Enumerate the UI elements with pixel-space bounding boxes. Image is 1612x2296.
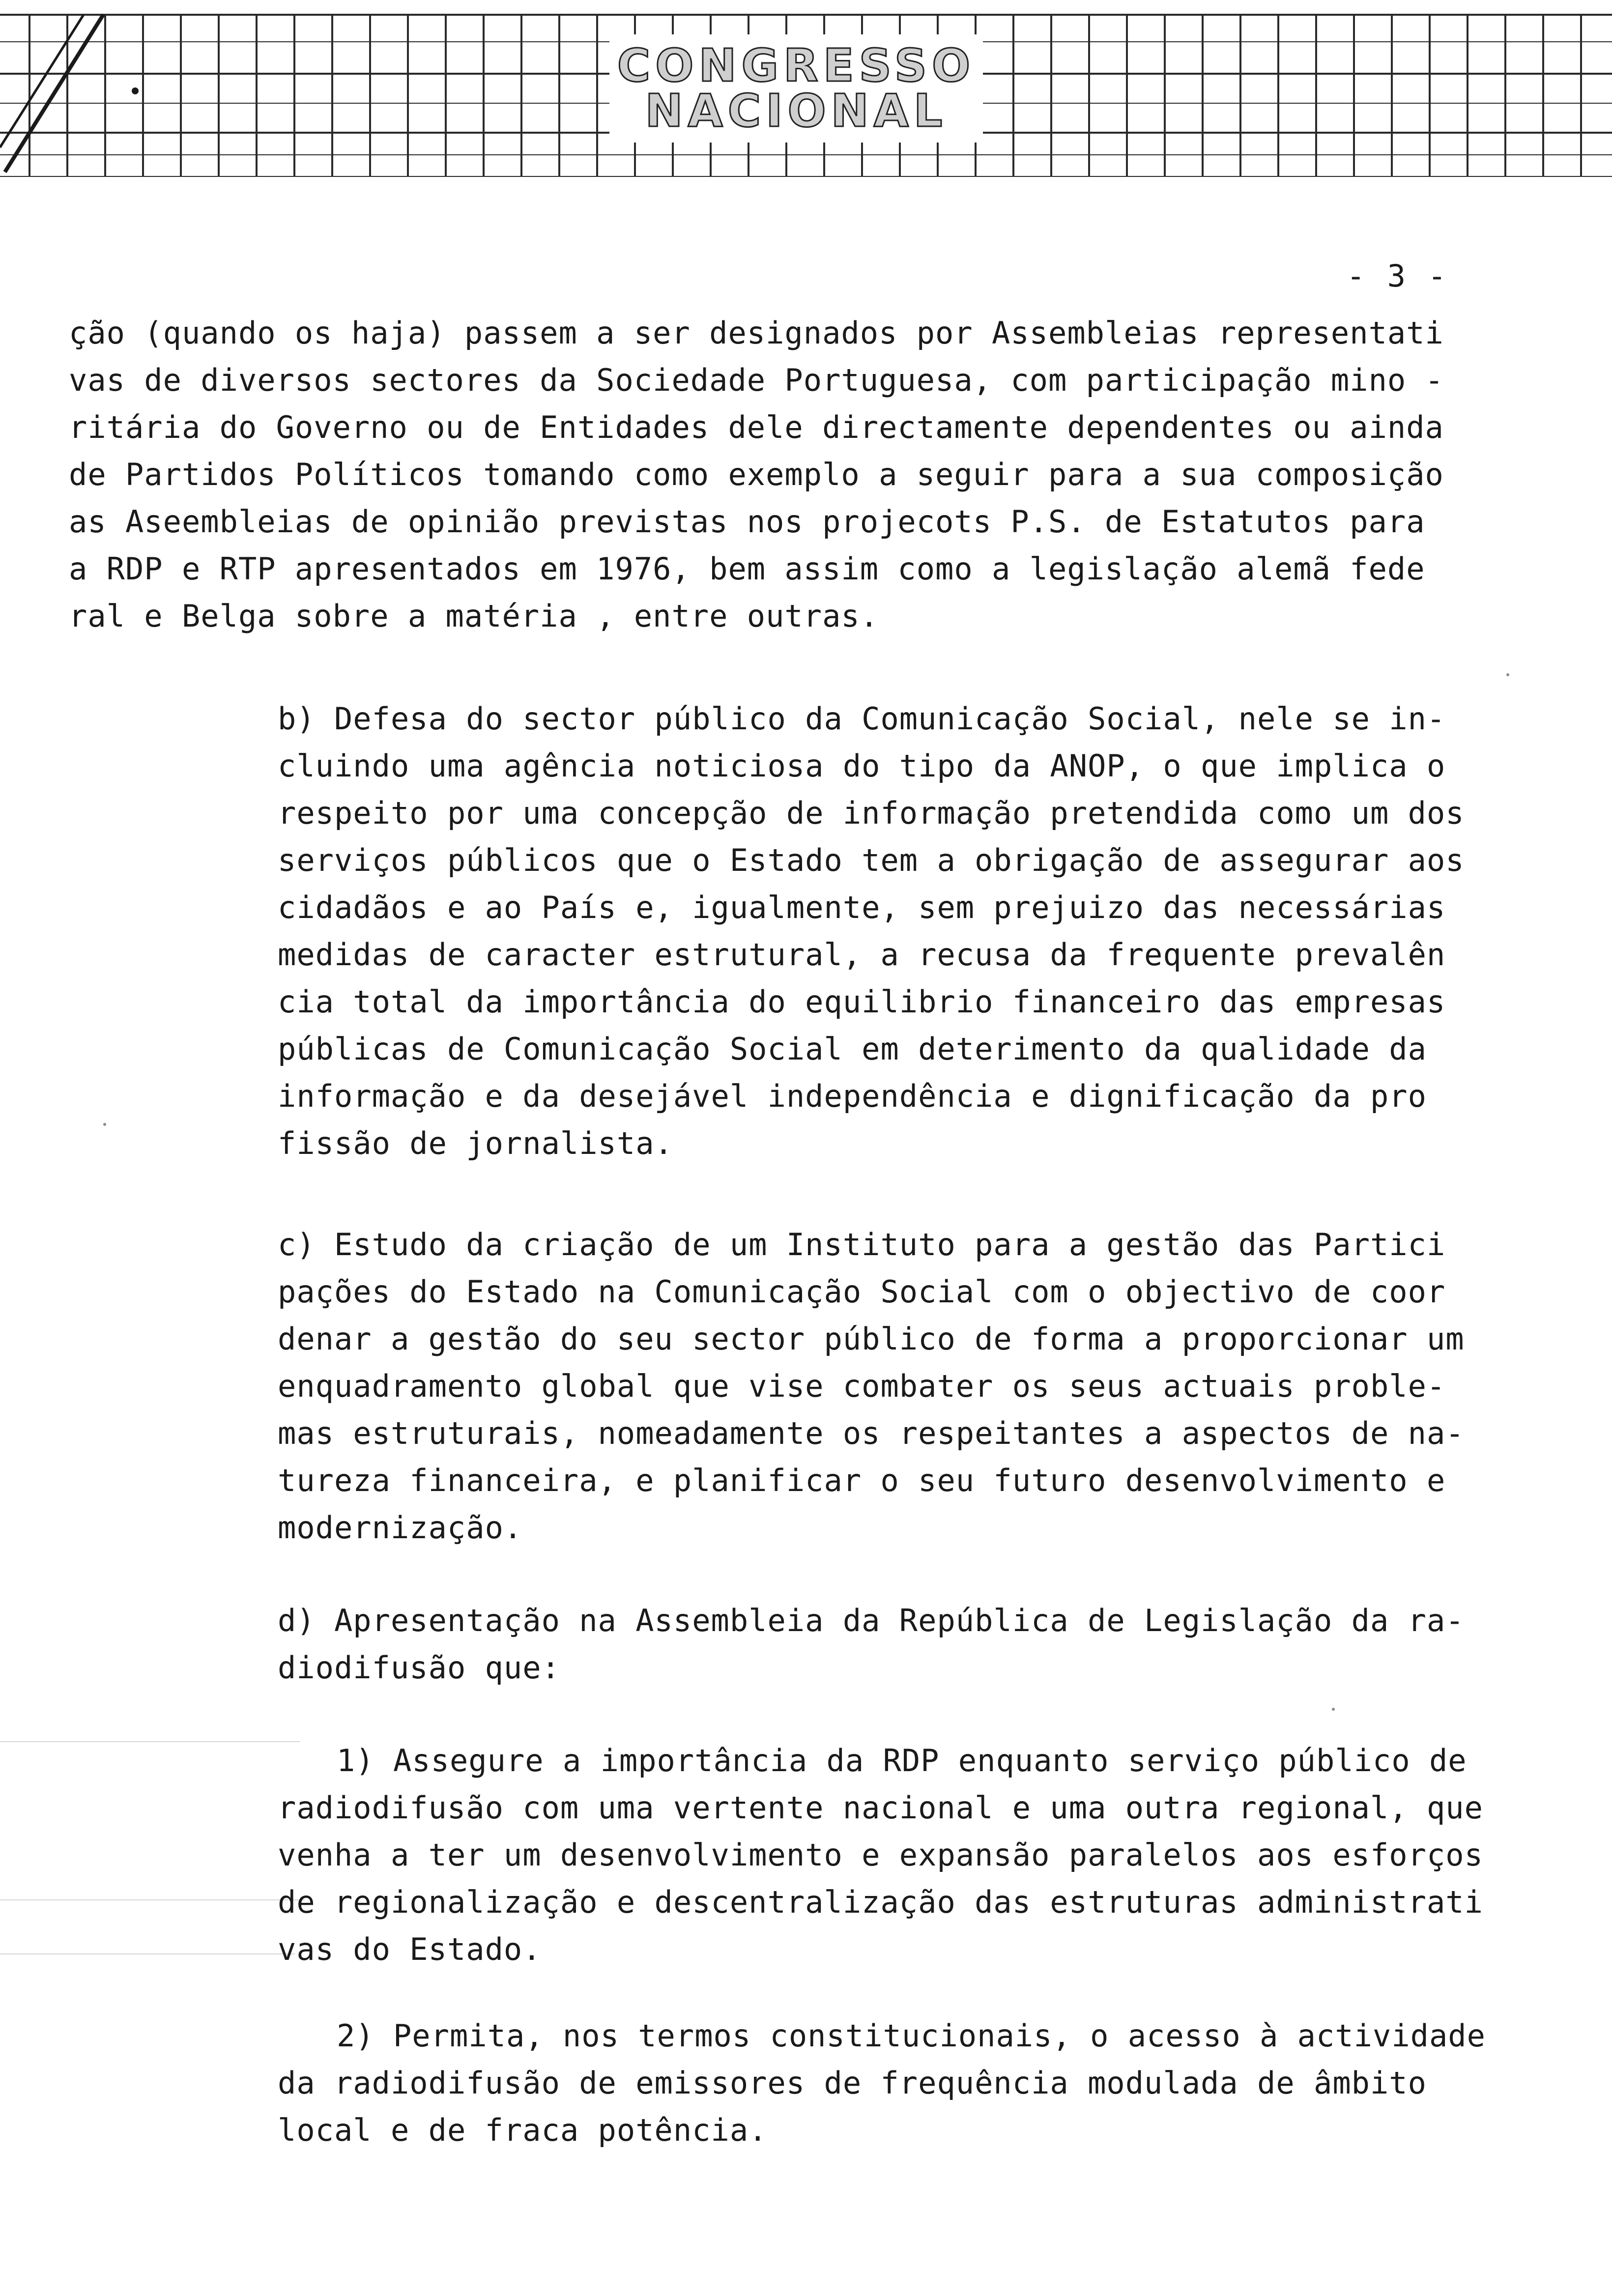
- intro-paragraph: [69, 310, 1553, 640]
- text-line: radiodifusão com uma vertente nacional e uma outra regional, que: [278, 1790, 1483, 1826]
- text-line: ção (quando os haja) passem a ser designados por Assembleias representati: [69, 315, 1444, 351]
- text-line: serviços públicos que o Estado tem a obrigação de assegurar aos: [278, 842, 1465, 878]
- congresso-nacional-logo: [609, 34, 983, 143]
- scan-speck: [103, 1123, 106, 1126]
- text-line: ral e Belga sobre a matéria , entre outras.: [69, 598, 879, 634]
- text-line: pações do Estado na Comunicação Social com o objectivo de coor: [278, 1274, 1446, 1310]
- text-line: medidas de caracter estrutural, a recusa da frequente prevalên: [278, 937, 1446, 973]
- text-line: 1) Assegure a importância da RDP enquanto serviço público de: [337, 1743, 1467, 1779]
- paragraph-c: [278, 1221, 1555, 1551]
- item-d1: [278, 1737, 1555, 1973]
- text-line: local e de fraca potência.: [278, 2112, 768, 2148]
- text-line: enquadramento global que vise combater os seus actuais proble-: [278, 1368, 1446, 1404]
- page-number: - 3 -: [1347, 258, 1448, 294]
- text-line: d) Apresentação na Assembleia da República de Legislação da ra-: [278, 1603, 1465, 1638]
- text-line: da radiodifusão de emissores de frequência modulada de âmbito: [278, 2065, 1427, 2101]
- text-line: vas de diversos sectores da Sociedade Portuguesa, com participação mino -: [69, 362, 1444, 398]
- text-line: a RDP e RTP apresentados em 1976, bem assim como a legislação alemã fede: [69, 551, 1425, 587]
- text-line: cia total da importância do equilibrio financeiro das empresas: [278, 984, 1446, 1020]
- paragraph-b: [278, 695, 1555, 1167]
- text-line: c) Estudo da criação de um Instituto para a gestão das Partici: [278, 1227, 1446, 1263]
- text-line: mas estruturais, nomeadamente os respeitantes a aspectos de na-: [278, 1415, 1465, 1451]
- text-line: vas do Estado.: [278, 1931, 542, 1967]
- text-line: públicas de Comunicação Social em deterimento da qualidade da: [278, 1031, 1427, 1067]
- text-line: diodifusão que:: [278, 1650, 560, 1686]
- scan-speck: [1332, 1708, 1335, 1711]
- scan-artifact-line: [0, 1953, 295, 1954]
- letterhead: [0, 0, 1612, 177]
- text-line: 2) Permita, nos termos constitucionais, o acesso à actividade: [337, 2018, 1486, 2054]
- paragraph-d: [278, 1597, 1555, 1692]
- text-line: de regionalização e descentralização das estruturas administrati: [278, 1884, 1483, 1920]
- text-line: respeito por uma concepção de informação pretendida como um dos: [278, 795, 1465, 831]
- text-line: venha a ter um desenvolvimento e expansão paralelos aos esforços: [278, 1837, 1483, 1873]
- text-line: tureza financeira, e planificar o seu futuro desenvolvimento e: [278, 1463, 1446, 1498]
- text-line: as Aseembleias de opinião previstas nos projecots P.S. de Estatutos para: [69, 504, 1425, 540]
- logo-line-2: NACIONAL: [645, 85, 948, 137]
- text-line: informação e da desejável independência e dignificação da pro: [278, 1078, 1427, 1114]
- text-line: fissão de jornalista.: [278, 1125, 673, 1161]
- scan-artifact-line: [0, 1899, 305, 1900]
- scan-artifact-line: [0, 1741, 300, 1742]
- text-line: cluindo uma agência noticiosa do tipo da ANOP, o que implica o: [278, 748, 1446, 784]
- text-line: b) Defesa do sector público da Comunicação Social, nele se in-: [278, 701, 1446, 737]
- text-line: modernização.: [278, 1510, 523, 1546]
- logo-line-1: CONGRESSO: [617, 39, 976, 92]
- text-line: denar a gestão do seu sector público de forma a proporcionar um: [278, 1321, 1465, 1357]
- text-line: cidadãos e ao País e, igualmente, sem prejuizo das necessárias: [278, 890, 1446, 925]
- text-line: ritária do Governo ou de Entidades dele directamente dependentes ou ainda: [69, 409, 1444, 445]
- item-d2: [278, 2012, 1555, 2154]
- text-line: de Partidos Políticos tomando como exemplo a seguir para a sua composição: [69, 457, 1444, 492]
- scan-speck: [1506, 673, 1509, 676]
